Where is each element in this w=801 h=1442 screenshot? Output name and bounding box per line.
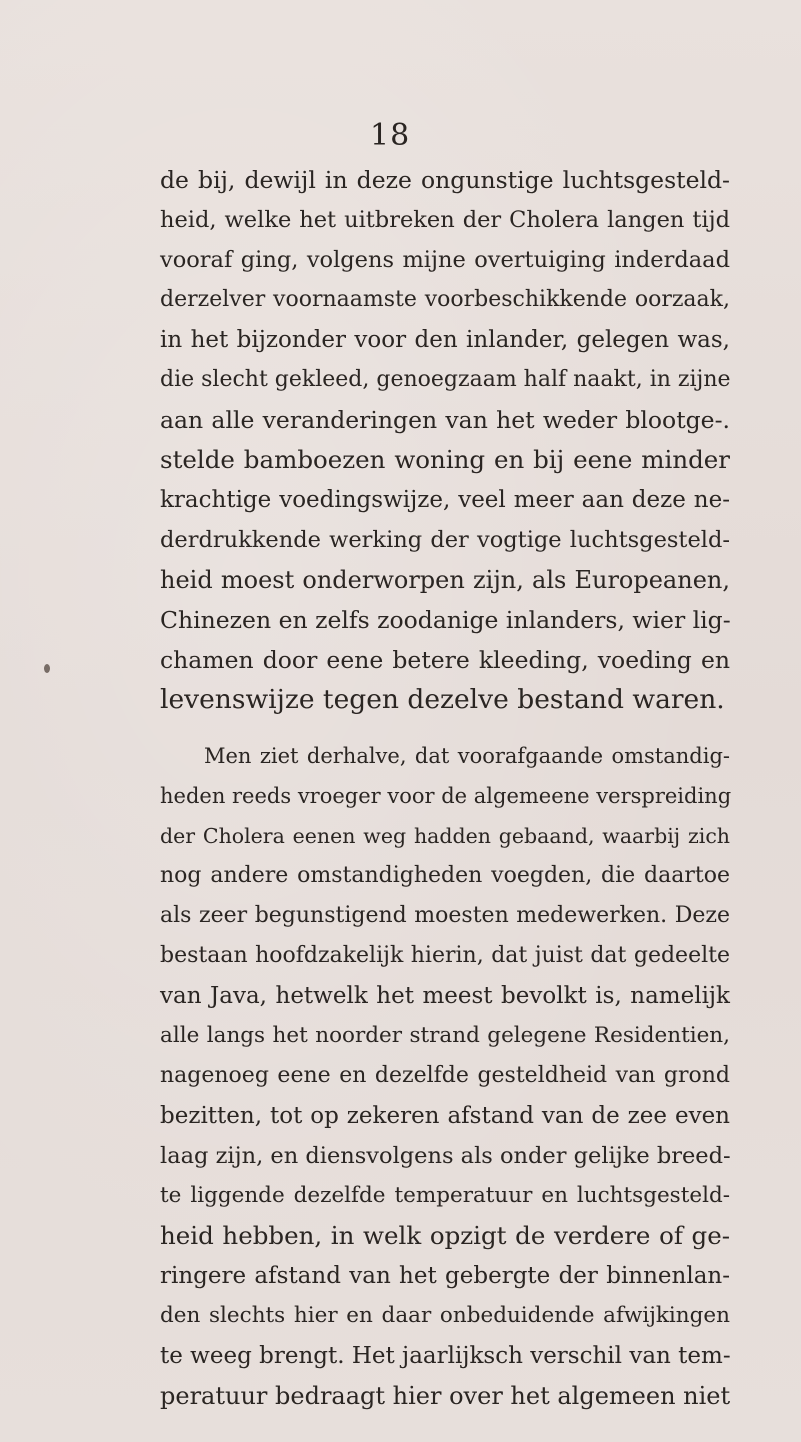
text-line: nog andere omstandigheden voegden, die daartoe: [160, 863, 730, 888]
text-line: levenswijze tegen dezelve bestand waren.: [160, 684, 725, 715]
text-line: die slecht gekleed, genoegzaam half naakt, in zijne: [160, 367, 731, 392]
text-line: stelde bamboezen woning en bij eene minder: [160, 445, 730, 474]
text-line: ringere afstand van het gebergte der binnenlan-: [160, 1263, 730, 1289]
text-line: laag zijn, en diensvolgens als onder gelijke breed-: [160, 1143, 731, 1169]
text-line: chamen door eene betere kleeding, voeding en: [160, 646, 730, 674]
ink-speck: [44, 664, 50, 673]
text-line: Men ziet derhalve, dat voorafgaande omstandig-: [204, 744, 730, 768]
text-line: den slechts hier en daar onbeduidende afwijkingen: [160, 1303, 730, 1328]
text-line: peratuur bedraagt hier over het algemeen niet: [160, 1382, 731, 1410]
text-line: nagenoeg eene en dezelfde gesteldheid van grond: [160, 1063, 730, 1088]
text-line: alle langs het noorder strand gelegene Residentien,: [160, 1023, 730, 1048]
text-line: bezitten, tot op zekeren afstand van de zee even: [160, 1103, 730, 1129]
text-line: aan alle veranderingen van het weder blootge-.: [160, 406, 730, 434]
text-line: heid, welke het uitbreken der Cholera langen tijd: [160, 207, 730, 233]
text-line: bestaan hoofdzakelijk hierin, dat juist dat gedeelte: [160, 943, 730, 968]
text-line: heden reeds vroeger voor de algemeene verspreiding: [160, 784, 732, 808]
text-line: de bij, dewijl in deze ongunstige luchtsgesteld-: [160, 166, 730, 194]
text-line: te weeg brengt. Het jaarlijksch verschil van tem-: [160, 1343, 731, 1369]
text-line: Chinezen en zelfs zoodanige inlanders, wier lig-: [160, 606, 731, 634]
text-line: als zeer begunstigend moesten medewerken. Deze: [160, 903, 730, 928]
text-line: te liggende dezelfde temperatuur en luchtsgesteld-: [160, 1183, 730, 1208]
text-line: derdrukkende werking der vogtige luchtsgesteld-: [160, 527, 730, 553]
text-line: krachtige voedingswijze, veel meer aan deze ne-: [160, 487, 730, 513]
text-line: vooraf ging, volgens mijne overtuiging inderdaad: [160, 247, 730, 273]
text-line: der Cholera eenen weg hadden gebaand, waarbij zich: [160, 824, 730, 848]
text-line: heid moest onderworpen zijn, als Europeanen,: [160, 566, 730, 594]
text-line: van Java, hetwelk het meest bevolkt is, namelijk: [160, 983, 730, 1009]
text-line: in het bijzonder voor den inlander, gelegen was,: [160, 327, 730, 353]
text-line: derzelver voornaamste voorbeschikkende oorzaak,: [160, 287, 730, 312]
page-number: 18: [370, 118, 411, 153]
text-line: heid hebben, in welk opzigt de verdere of ge-: [160, 1221, 730, 1250]
